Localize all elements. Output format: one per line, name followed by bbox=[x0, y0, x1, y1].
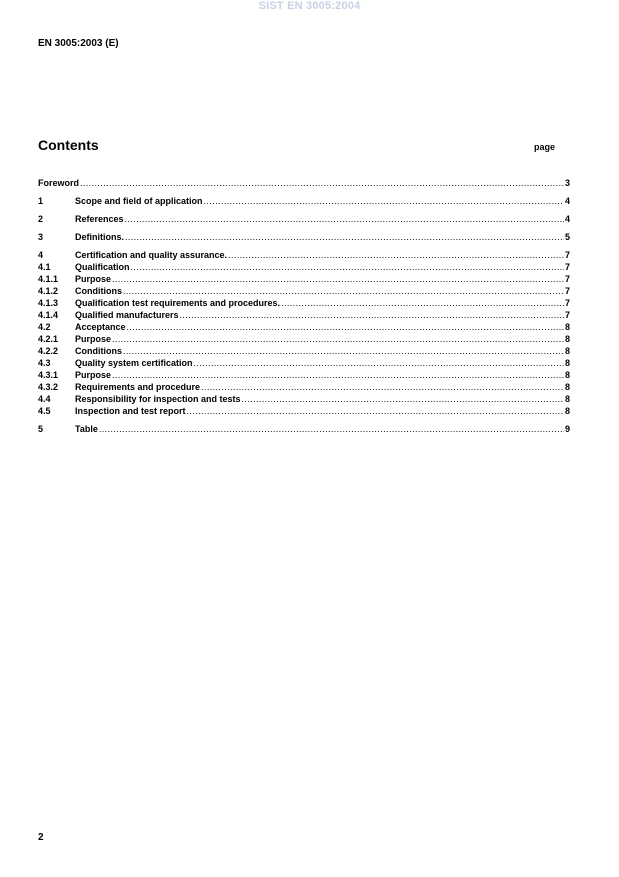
toc-number: 4 bbox=[38, 250, 44, 260]
toc-number: 5 bbox=[38, 424, 44, 434]
toc-number: 4.2 bbox=[38, 322, 51, 332]
toc-title: Requirements and procedure bbox=[75, 382, 201, 392]
toc-title: Certification and quality assurance. bbox=[75, 250, 228, 260]
dot-leader bbox=[112, 369, 564, 381]
toc-entry[interactable] bbox=[38, 231, 570, 243]
toc-entry[interactable] bbox=[38, 357, 570, 369]
toc-entry[interactable] bbox=[38, 177, 570, 189]
dot-leader bbox=[228, 249, 564, 261]
dot-leader bbox=[125, 213, 564, 225]
toc-page: 4 bbox=[564, 196, 570, 206]
toc-entry[interactable] bbox=[38, 297, 570, 309]
dot-leader bbox=[204, 195, 564, 207]
dot-leader bbox=[127, 321, 564, 333]
toc-number: 4.1.2 bbox=[38, 286, 59, 296]
toc-number: 3 bbox=[38, 232, 44, 242]
toc-title: Scope and field of application bbox=[75, 196, 203, 206]
dot-leader bbox=[80, 177, 564, 189]
toc-page: 7 bbox=[564, 274, 570, 284]
toc-title: Table bbox=[75, 424, 98, 434]
toc-entry[interactable] bbox=[38, 345, 570, 357]
toc-page: 7 bbox=[564, 262, 570, 272]
toc-page: 7 bbox=[564, 310, 570, 320]
toc-number: 4.3.2 bbox=[38, 382, 59, 392]
toc-title: Inspection and test report bbox=[75, 406, 186, 416]
toc-entry[interactable] bbox=[38, 273, 570, 285]
toc-title: Qualified manufacturers bbox=[75, 310, 179, 320]
toc-page: 8 bbox=[564, 358, 570, 368]
toc-title: Purpose bbox=[75, 274, 112, 284]
dot-leader bbox=[281, 297, 564, 309]
toc-title: Conditions bbox=[75, 346, 122, 356]
toc-page: 8 bbox=[564, 382, 570, 392]
toc-page: 3 bbox=[564, 178, 570, 188]
toc-number: 4.3 bbox=[38, 358, 51, 368]
toc-page: 4 bbox=[564, 214, 570, 224]
page-number: 2 bbox=[38, 832, 44, 843]
toc-title: Purpose bbox=[75, 370, 112, 380]
page-column-label: page bbox=[534, 142, 556, 152]
dot-leader bbox=[123, 285, 564, 297]
toc-title: Qualification test requirements and procedures. bbox=[75, 298, 281, 308]
toc-entry[interactable] bbox=[38, 261, 570, 273]
dot-leader bbox=[125, 231, 564, 243]
toc-entry[interactable] bbox=[38, 393, 570, 405]
dot-leader bbox=[187, 405, 564, 417]
toc-title: Definitions. bbox=[75, 232, 124, 242]
toc-title: Quality system certification bbox=[75, 358, 193, 368]
toc-title: Purpose bbox=[75, 334, 112, 344]
toc-number: 4.5 bbox=[38, 406, 51, 416]
dot-leader bbox=[99, 423, 564, 435]
dot-leader bbox=[131, 261, 564, 273]
document-id: EN 3005:2003 (E) bbox=[38, 38, 119, 49]
toc-number: 4.4 bbox=[38, 394, 51, 404]
toc-entry[interactable] bbox=[38, 369, 570, 381]
toc-entry[interactable] bbox=[38, 321, 570, 333]
toc-entry[interactable] bbox=[38, 423, 570, 435]
toc-title: Acceptance bbox=[75, 322, 126, 332]
toc-number: 4.1 bbox=[38, 262, 51, 272]
dot-leader bbox=[180, 309, 564, 321]
toc-entry[interactable] bbox=[38, 195, 570, 207]
toc-entry[interactable] bbox=[38, 285, 570, 297]
dot-leader bbox=[123, 345, 564, 357]
toc-entry[interactable] bbox=[38, 381, 570, 393]
toc-number: 1 bbox=[38, 196, 44, 206]
dot-leader bbox=[242, 393, 564, 405]
toc-number: 2 bbox=[38, 214, 44, 224]
toc-entry[interactable] bbox=[38, 333, 570, 345]
toc-title: References bbox=[75, 214, 124, 224]
toc-entry[interactable] bbox=[38, 249, 570, 261]
toc-page: 8 bbox=[564, 394, 570, 404]
toc-page: 8 bbox=[564, 334, 570, 344]
toc-page: 8 bbox=[564, 406, 570, 416]
toc-page: 8 bbox=[564, 322, 570, 332]
toc-number: 4.3.1 bbox=[38, 370, 59, 380]
toc-number: 4.1.1 bbox=[38, 274, 59, 284]
toc-page: 7 bbox=[564, 286, 570, 296]
toc-title: Foreword bbox=[38, 178, 80, 188]
toc-number: 4.2.1 bbox=[38, 334, 59, 344]
toc-title: Responsibility for inspection and tests bbox=[75, 394, 241, 404]
toc-number: 4.2.2 bbox=[38, 346, 59, 356]
toc-page: 7 bbox=[564, 298, 570, 308]
toc-entry[interactable] bbox=[38, 405, 570, 417]
dot-leader bbox=[194, 357, 564, 369]
toc-page: 8 bbox=[564, 346, 570, 356]
toc-title: Conditions bbox=[75, 286, 122, 296]
watermark: SIST EN 3005:2004 bbox=[258, 0, 361, 12]
toc-entry[interactable] bbox=[38, 309, 570, 321]
dot-leader bbox=[112, 333, 564, 345]
dot-leader bbox=[112, 273, 564, 285]
toc-page: 8 bbox=[564, 370, 570, 380]
toc-number: 4.1.4 bbox=[38, 310, 59, 320]
table-of-contents bbox=[38, 177, 570, 435]
toc-page: 9 bbox=[564, 424, 570, 434]
toc-number: 4.1.3 bbox=[38, 298, 59, 308]
toc-entry[interactable] bbox=[38, 213, 570, 225]
toc-page: 5 bbox=[564, 232, 570, 242]
dot-leader bbox=[201, 381, 564, 393]
toc-page: 7 bbox=[564, 250, 570, 260]
contents-heading: Contents bbox=[38, 137, 99, 153]
toc-title: Qualification bbox=[75, 262, 130, 272]
